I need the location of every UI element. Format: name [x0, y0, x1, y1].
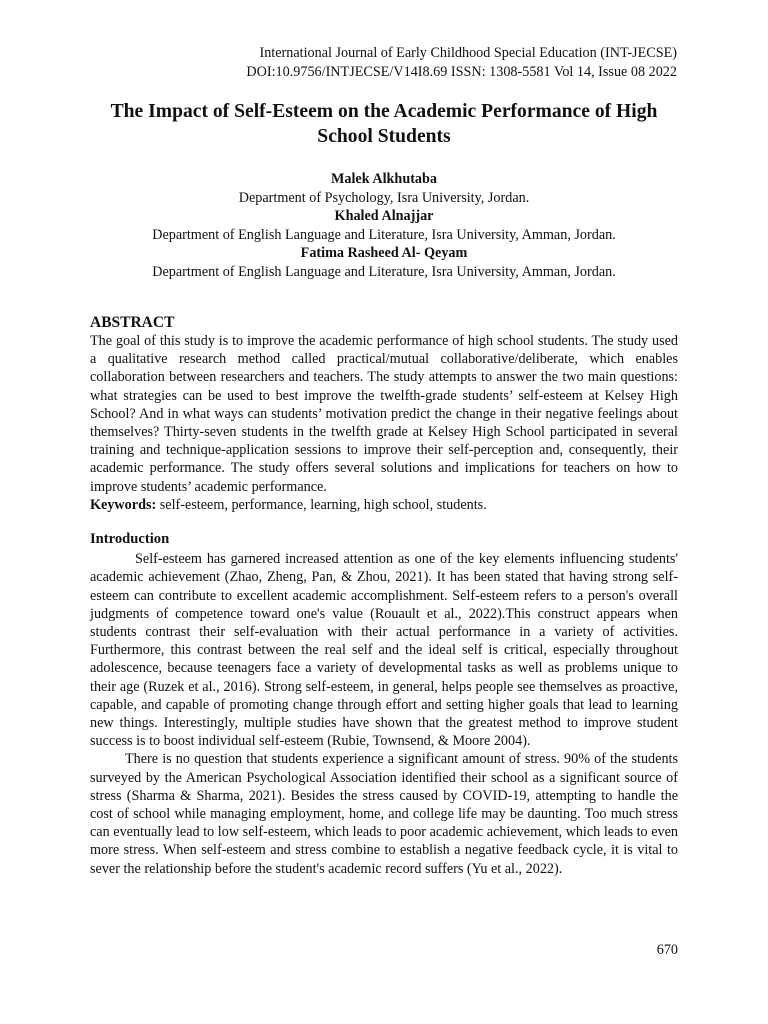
journal-header: [246, 44, 677, 82]
author-affiliation: Department of English Language and Literature, Isra University, Amman, Jordan.: [152, 226, 616, 243]
introduction-heading: Introduction: [90, 531, 170, 548]
author-affiliation: Department of English Language and Literature, Isra University, Amman, Jordan.: [152, 263, 616, 280]
page-number: 670: [656, 942, 678, 958]
journal-name: International Journal of Early Childhood Special Education (INT-JECSE): [259, 45, 677, 61]
paper-body: [90, 313, 678, 878]
author-block: [90, 170, 678, 282]
author-name: Fatima Rasheed Al- Qeyam: [300, 245, 468, 262]
abstract-heading: ABSTRACT: [90, 314, 175, 331]
keywords-label: Keywords:: [90, 496, 157, 513]
author-name: Malek Alkhutaba: [330, 171, 438, 187]
keywords-line: [90, 496, 678, 514]
author-affiliation: Department of Psychology, Isra University, Jordan.: [238, 189, 530, 206]
paper-title: The Impact of Self-Esteem on the Academic Performance of High School Students: [110, 101, 658, 147]
keywords-list: self-esteem, performance, learning, high school, students.: [156, 496, 487, 513]
doi-issn-line: DOI:10.9756/INTJECSE/V14I8.69 ISSN: 1308-5581 Vol 14, Issue 08 2022: [246, 64, 677, 80]
intro-paragraph: Self-esteem has garnered increased attention as one of the key elements influencing students' academic achievement (Zhao, Zheng, Pan, & Zhou, 2021). It has been stated that having strong self-esteem can contribute to excellent academic accomplishment. Self-esteem refers to a person's overall judgments of competence toward one's value (Rouault et al., 2022).This construct appears when students contrast their self-evaluation with their actual performance in a variety of activities. Furthermore, this contrast between the real self and the ideal self is critical, especially throughout adolescence, because teenagers face a variety of developmental tasks as well as problems unique to their age (Ruzek et al., 2016). Strong self-esteem, in general, helps people see themselves as proactive, capable, and capable of promoting change through effort and setting higher goals that lead to learning new things. Interestingly, multiple studies have shown that the greatest method to improve student success is to boost individual self-esteem (Rubie, Townsend, & Moore 2004).: [90, 551, 678, 750]
intro-paragraph: There is no question that students experience a significant amount of stress. 90% of the students surveyed by the American Psychological Association identified their school as a significant source of stress (Sharma & Sharma, 2021). Besides the stress caused by COVID-19, attempting to handle the cost of school while managing employment, home, and college life may be daunting. Too much stress can eventually lead to low self-esteem, which leads to poor academic achievement, which leads to even more stress. When self-esteem and stress combine to establish a negative feedback cycle, it is vital to sever the relationship before the student's academic record suffers (Yu et al., 2022).: [90, 751, 678, 877]
author-name: Khaled Alnajjar: [334, 208, 434, 225]
abstract-text: The goal of this study is to improve the academic performance of high school students. The study used a qualitative research method called practical/mutual collaborative/deliberate, which enables collaboration between researchers and teachers. The study attempts to answer the two main questions: what strategies can be used to best improve the twelfth-grade students’ self-esteem at Kelsey High School? And in what ways can students’ motivation predict the change in their negative feelings about themselves? Thirty-seven students in the twelfth grade at Kelsey High School participated in several training and technique-application sessions to improve their self-perception and, consequently, their academic performance. The study offers several solutions and implications for teachers on how to improve students’ academic performance.: [90, 333, 678, 495]
